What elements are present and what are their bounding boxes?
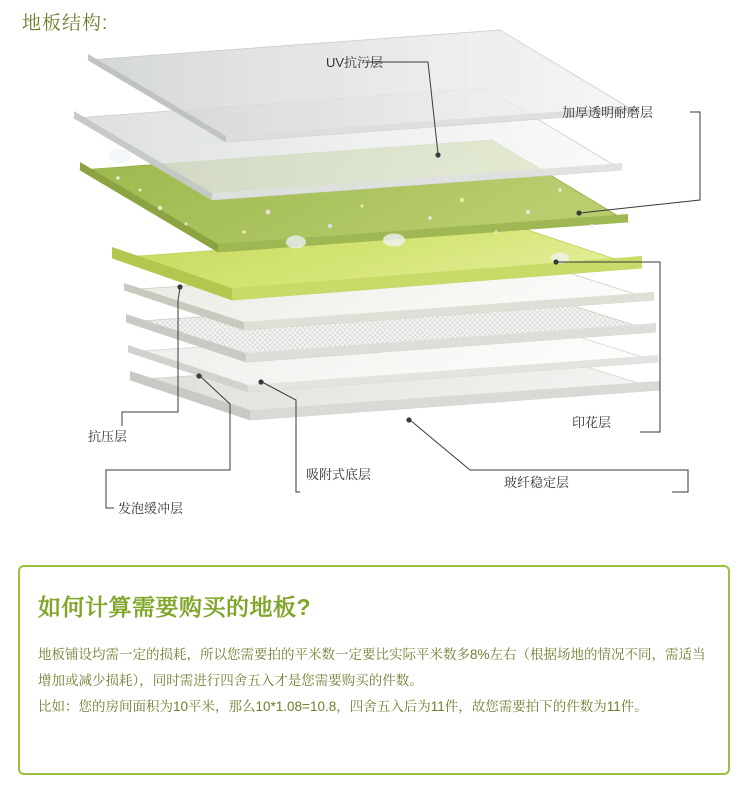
panel-paragraph-1: 地板铺设均需一定的损耗，所以您需要拍的平米数一定要比实际平米数多8%左右（根据场地的情况不同，需适当增加或减少损耗），同时需进行四舍五入才是您需要购买的件数。 <box>38 647 706 688</box>
callout-label-adsorption-base: 吸附式底层 <box>306 467 372 482</box>
page-title: 地板结构: <box>22 13 109 34</box>
callout-label-glass-fiber-layer: 玻纤稳定层 <box>504 475 570 490</box>
callout-label-print-layer: 印花层 <box>572 415 612 430</box>
callout-label-pressure-layer: 抗压层 <box>88 429 128 444</box>
callout-label-foam-buffer-layer: 发泡缓冲层 <box>118 501 184 516</box>
purchase-calculation-panel <box>18 565 730 775</box>
panel-heading: 如何计算需要购买的地板? <box>38 594 312 620</box>
panel-body <box>38 642 713 720</box>
callout-label-wear-layer: 加厚透明耐磨层 <box>562 105 654 120</box>
panel-paragraph-2: 比如：您的房间面积为10平米，那么10*1.08=10.8，四舍五入后为11件，故您需要拍下的件数为11件。 <box>38 699 648 714</box>
callout-label-uv-layer: UV抗污层 <box>326 55 384 70</box>
